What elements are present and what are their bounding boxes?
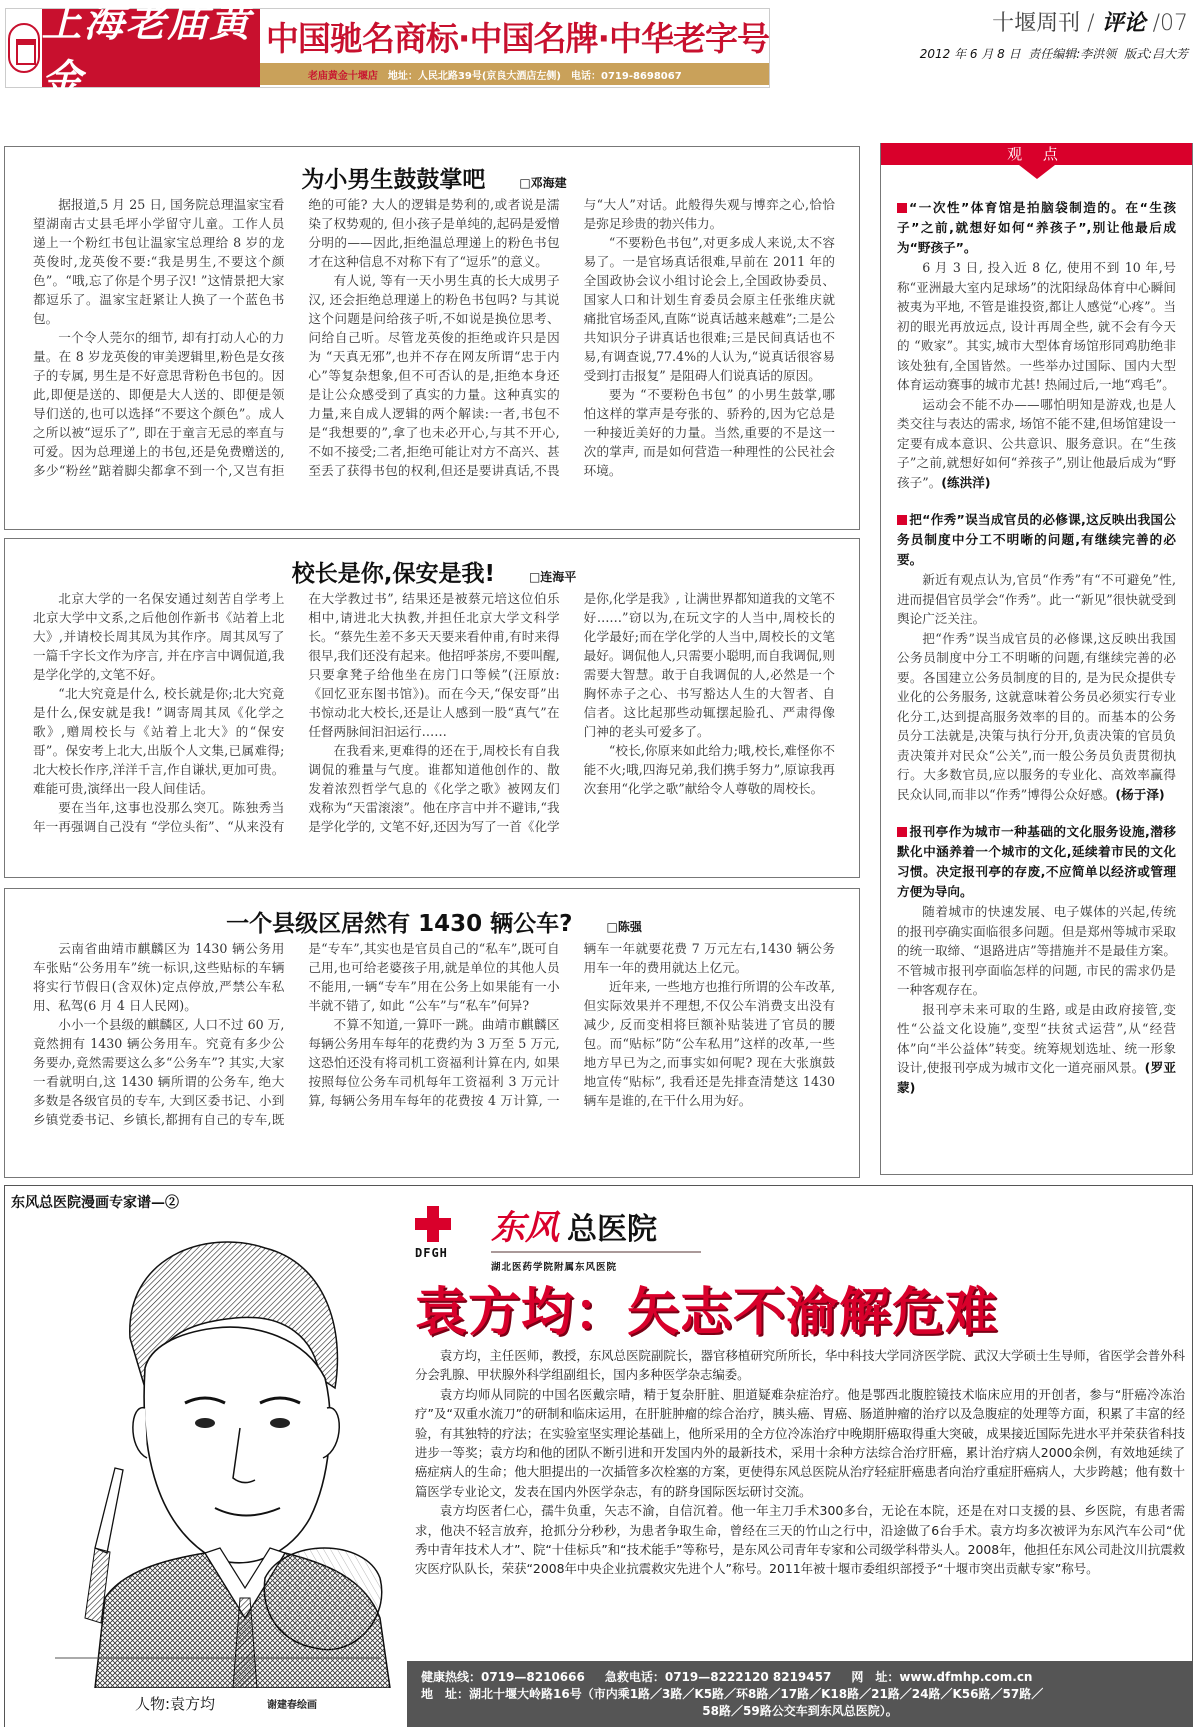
logo-script: 东风: [491, 1208, 559, 1248]
opinion-item: [881, 510, 1192, 804]
emergency-phone: 急救电话：0719—8222120 8219457: [604, 1670, 832, 1684]
sidebar-title: 观 点: [1007, 145, 1066, 163]
hospital-logo: [415, 1200, 701, 1273]
article-author: □ 邓海建: [519, 174, 566, 191]
sidebar-header: [881, 143, 1192, 165]
opinion-sidebar: [880, 143, 1193, 1175]
ad-slogan: 中国驰名商标·中国名牌·中华老字号: [265, 18, 769, 58]
ad-store: 老庙黄金十堰店: [307, 70, 378, 82]
masthead: [920, 6, 1188, 62]
paragraph: “校长,你原来如此给力;哦,校长,难怪你不能不火;哦,四海兄弟,我们携手努力”,原谅我再次套用“化学之歌”献给令人尊敬的周校长。: [583, 743, 835, 796]
issue-date: 2012 年 6 月 8 日: [919, 47, 1021, 61]
address-line-2: 58路／59路公交车到东风总医院）。: [702, 1704, 898, 1718]
series-title: 东风总医院漫画专家谱—②: [11, 1195, 179, 1211]
portrait-caption: 人物:袁方均: [135, 1695, 216, 1713]
website: 网 址：www.dfmhp.com.cn: [851, 1670, 1033, 1684]
article-applause: [4, 146, 860, 530]
page-number: 07: [1160, 11, 1188, 36]
paragraph: 近年来, 一些地方也推行所谓的公车改革,但实际效果并不理想,不仅公车消费支出没有减少, 反而变相将巨额补贴装进了官员的腰包。而“贴标”防“公车私用”这样的改革,一些地方早已为之,而事实如何呢? 现在大张旗鼓地宣传“贴标”, 我看还是先排查清楚这 1430 辆车是谁的,在干什么用为好。: [583, 979, 835, 1108]
artist-credit: 谢建春绘画: [267, 1700, 317, 1711]
red-square-icon: [897, 515, 907, 525]
paragraph: [897, 1000, 1176, 1098]
red-square-icon: [897, 203, 907, 213]
opinion-lead: [897, 198, 1176, 258]
masthead-title: 十堰周刊 / 评论 /07: [992, 11, 1188, 36]
paragraph: 不算不知道,一算吓一跳。曲靖市麒麟区每辆公务用车每年的花费约为 3 万至 5 万元, 这恐怕还没有将司机工资福利计算在内, 如果按照每位公务车司机每年工资福利 3 万元计算, 每辆公务用车每年的花费按 4 万计算, 一辆车一年就要花费 7 万元左右,1430 辆公务用车一年的费用就达上亿元。: [308, 941, 835, 1108]
signature: (杨于泽): [1115, 786, 1165, 802]
section-name: 评论: [1101, 11, 1146, 36]
paragraph: 云南省曲靖市麒麟区为 1430 辆公务用车张贴“公务用车”统一标识,这些贴标的车辆将实行节假日(含双休)定点停放,严禁公车私用、私驾(6 月 4 日人民网)。: [33, 941, 285, 1013]
opinion-lead-text: 把“作秀”误当成官员的必修课,这反映出我国公务员制度中分工不明晰的问题,有继续完善的必要。: [897, 512, 1176, 567]
masthead-meta: [920, 45, 1188, 62]
paragraph: 袁方均师从同院的中国名医戴宗晴，精于复杂肝脏、胆道疑难杂症治疗。他是鄂西北腹腔镜技术临床应用的开创者，参与“肝癌冷冻治疗”及“双重水流刀”的研制和临床运用，在肝脏肿瘤的综合治疗，胰头癌、胃癌、肠道肿瘤的治疗以及急腹症的处理等方面，积累了丰富的经验，有其独特的疗法；在实验室坚实理论基础上，他所采用的全方位冷冻治疗中晚期肝癌取得重大突破，成果接近国际先进水平并荣获省科技进步一等奖；袁方均和他的团队不断引进和开发国内外的最新技术，采用十余种方法综合治疗肝癌，累计治疗病人2000余例，有效地延续了癌症病人的生命；他大胆提出的一次插管多次栓塞的方案，更使得东风总医院从治疗轻症肝癌患者向治疗重症肝癌病人，大步跨越；他有数十篇医学专业论文，发表在国内外医学杂志，有的跻身国际医坛研讨交流。: [415, 1386, 1185, 1499]
down-arrow-icon: [1019, 165, 1055, 179]
ad-brand-name: 上海老庙黄金: [42, 9, 260, 87]
paragraph: 随着城市的快速发展、电子媒体的兴起,传统的报刊亭确实面临很多问题。但是郑州等城市采取的统一取缔、“退路进店”等措施并不是最佳方案。不管城市报刊亭面临怎样的问题, 市民的需求仍是一种客观存在。: [897, 904, 1176, 997]
paragraph: 据报道,5 月 25 日, 国务院总理温家宝看望湖南古丈县毛坪小学留守儿童。工作人员递上一个粉红书包让温家宝总理给 8 岁的龙英俊时,龙英俊不要:“我是男生,不要这个颜色”。“哦,忘了你是个男子汉! ”这情景把大家都逗乐了。温家宝赶紧让人换了一个蓝色书包。: [33, 197, 285, 326]
opinion-lead-text: 报刊亭作为城市一种基础的文化服务设施,潜移默化中涵养着一个城市的文化,延续着市民的文化习惯。决定报刊亭的存废,不应简单以经济或管理方便为导向。: [897, 824, 1176, 899]
article-title: 校长是你,保安是我!: [291, 561, 495, 587]
paragraph-text: 运动会不能不办——哪怕明知是游戏,也是人类交往与表达的需求, 场馆不能不建,但场馆建设一定要有成本意识、公共意识、服务意识。在“生孩子”之前,就想好如何“养孩子”,别让他最后成为“野孩子”。: [897, 396, 1176, 490]
paragraph: 袁方均医者仁心，孺牛负重，矢志不渝，自信沉着。他一年主刀手术300多台，无论在本院，还是在对口支援的县、乡医院，有患者需求，他决不轻言放弃，抢抓分分秒秒，为患者争取生命，曾经在三天的竹山之行中，沿途做了6台手术。袁方均多次被评为东风汽车公司“优秀中青年技术人才”、院“十佳标兵”和“技术能手”等称号，是东风公司青年专家和公司级学科带头人。2008年，他担任东风公司赴汶川抗震救灾医疗队队长，荣获“2008年中央企业抗震救灾先进个人”称号。2011年被十堰市委组织部授予“十堰市突出贡献专家”称号。: [415, 1503, 1185, 1577]
paragraph: [897, 395, 1176, 493]
paragraph: “不要粉色书包”,对更多成人来说,太不容易了。一是官场真话很难,早前在 2011 年的全国政协会议小组讨论会上,全国政协委员、国家人口和计划生育委员会原主任张维庆就痛批官场歪风,直陈“说真话越来越难”;二是公共知识分子讲真话也很难;三是民间真话也不易,有调查说,77.4%的人认为,“说真话很容易受到打击报复” 是阻碍人们说真话的原因。: [583, 235, 835, 383]
gold-store-ad-banner: [5, 0, 770, 103]
logo-divider: [491, 1251, 701, 1253]
ad-phone: 电话：0719-8698067: [570, 70, 682, 82]
paragraph: 要在当年,这事也没那么突兀。陈独秀当年一再强调自己没有 “学位头衔”、“从来没有在大学教过书”, 结果还是被蔡元培这位伯乐相中,请进北大执教,并担任北京大学文科学长。“蔡先生差不多天天要来看仲甫,有时来得很早,我们还没有起来。他招呼茶房,不要叫醒,只要拿凳子给他坐在房门口等候”(汪原放:《回忆亚东图书馆》)。而在今天,“保安哥”出书惊动北大校长,还是让人感到一股“真气”在任督两脉间汩汩运行……: [33, 591, 560, 834]
article-title: 为小男生鼓鼓掌吧: [301, 167, 486, 193]
article-principal: [4, 538, 860, 878]
article-title: 一个县级区居然有 1430 辆公车?: [226, 911, 573, 937]
article-body: [33, 939, 835, 1129]
opinion-lead-text: “一次性”体育馆是拍脑袋制造的。在“生孩子”之前,就想好如何“养孩子”,别让他最后成为“野孩子”。: [897, 200, 1176, 255]
ad-address: 地址：人民北路39号(京良大酒店左侧): [387, 70, 561, 82]
signature: (罗亚蒙): [897, 1060, 1176, 1095]
ad-body: [415, 1346, 1185, 1579]
caricature-drawing: [35, 1218, 395, 1688]
layout-editor: 版式:吕大芳: [1123, 47, 1188, 61]
signature: (练洪洋): [941, 474, 991, 490]
contact-footer: [407, 1661, 1193, 1727]
paragraph: 袁方均，主任医师，教授，东风总医院副院长，器官移植研究所所长，华中科技大学同济医学院、武汉大学硕士生导师，省医学会普外科分会乳腺、甲状腺外科学组副组长，国内多种医学杂志编委。: [415, 1348, 1185, 1383]
paragraph: [897, 629, 1176, 805]
red-cross-icon: [415, 1206, 451, 1242]
paragraph: 小小一个县级的麒麟区, 人口不过 60 万,竟然拥有 1430 辆公务用车。究竟有多少公务要办,竟然需要这么多“公务车”? 其实,大家一看就明白,这 1430 辆所谓的公务车, 绝大多数是各级官员的专车, 大到区委书记、小到乡镇党委书记、乡镇长,都拥有自己的专车,既是“专车”,其实也是官员自己的“私车”,既可自己用,也可给老婆孩子用,就是单位的其他人员不能用,一辆“专车”用在公务上如果能有一小半就不错了, 如此 “公车”与“私车”何异?: [33, 941, 560, 1127]
paragraph: 一个令人莞尔的细节, 却有打动人心的力量。在 8 岁龙英俊的审美逻辑里,粉色是女孩子的专属, 男生是不好意思背粉色书包的。因此,即便是送的、即便是大人送的、即便是领导们送的,也可以选择“不要这个颜色”。成人之所以被“逗乐了”, 即在于童言无忌的率直与可爱。因为总理递上的书包,还是免费赠送的,多少“粉丝”踮着脚尖都拿不到一个,又岂有拒绝的可能? 大人的逻辑是势利的,或者说是濡染了权势观的, 但小孩子是单纯的,起码是爱憎分明的——因此,拒绝温总理递上的粉色书包才在这种信息不对称下有了“逗乐”的意义。: [33, 197, 560, 478]
paragraph-text: 把“作秀”误当成官员的必修课,这反映出我国公务员制度中分工不明晰的问题,有继续完善的必要。各国建立公务员制度的目的, 是为民众提供专业化的公务服务, 这就意味着公务员必须实行专业化分工,达到提高服务效率的目的。而基本的公务员分工法就是,决策与执行分开,负责决策的官员负责决策并对民众“公关”,而一般公务员负责贯彻执行。大多数官员,应以服务的专业化、高效率赢得民众认同,而非以“作秀”博得公众好感。: [897, 630, 1176, 802]
logo-subtitle: 湖北医药学院附属东风医院: [491, 1262, 618, 1273]
paragraph: 在我看来,更难得的还在于,周校长有自我调侃的雅量与气度。谁都知道他创作的、散发着浓烈哲学气息的《化学之歌》被网友们戏称为“天雷滚滚”。他在序言中并不避讳,“我是学化学的, 文笔不好,还因为写了一首《化学是你,化学是我》, 让满世界都知道我的文笔不好……”窃以为,在玩文字的人当中,周校长的化学最好;而在学化学的人当中,周校长的文笔最好。调侃他人,只需要小聪明,而自我调侃,则需要大智慧。敢于自我调侃的人,必然是一个胸怀赤子之心、书写豁达人生的大智者、自信者。这比起那些动辄摆起脸孔、严肃得像门神的老头可爱多了。: [308, 591, 835, 834]
opinion-lead: [897, 510, 1176, 570]
paragraph: 北京大学的一名保安通过刻苦自学考上北京大学中文系,之后他创作新书《站着上北大》,并请校长周其凤为其作序。周其凤写了一篇千字长文作为序言, 并在序言中调侃道,我是学化学的,文笔不好。: [33, 591, 285, 682]
article-author: □ 连海平: [529, 568, 576, 585]
opinion-lead: [897, 822, 1176, 902]
paper-name: 十堰周刊: [992, 11, 1081, 36]
doctor-caricature: [35, 1218, 395, 1688]
logo-name: 总医院: [567, 1212, 657, 1247]
health-hotline: 健康热线：0719—8210666: [421, 1670, 585, 1684]
red-square-icon: [897, 827, 907, 837]
article-body: [33, 195, 835, 480]
article-official-cars: [4, 888, 860, 1178]
opinion-item: [881, 822, 1192, 1097]
opinion-item: [881, 165, 1192, 492]
paragraph: 6 月 3 日, 投入近 8 亿, 使用不到 10 年,号称“亚洲最大室内足球场”的沈阳绿岛体育中心瞬间被夷为平地, 不管是谁投资,都让人感觉“心疼”。当初的眼光再放远点, 设计再周全些, 就不会有今天的 “败家”。其实,城市大型体育场馆形同鸡肋绝非该处独有,全国皆然。一些举办过国际、国内大型体育运动赛事的城市尤甚! 热闹过后,一地“鸡毛”。: [897, 260, 1176, 392]
editor: 责任编辑:李洪领: [1028, 47, 1117, 61]
paragraph-text: 报刊亭未来可取的生路, 或是由政府接管,变性“公益文化设施”,变型“扶贫式运营”,从“经营体”向“半公益体”转变。统筹规划选址、统一形象设计,使报刊亭成为城市文化一道亮丽风景。: [897, 1001, 1176, 1075]
paragraph: “北大究竟是什么, 校长就是你;北大究竟是什么,保安就是我! ”调寄周其凤《化学之歌》,赠周校长与《站着上北大》的“保安哥”。保安考上北大,出版个人文集,已属难得;北大校长作序,洋洋千言,作自谦状,更加可贵。难能可贵,演绎出一段人间佳话。: [33, 686, 285, 796]
temple-seal-logo: [6, 9, 42, 87]
logo-abbreviation: DFGH: [415, 1246, 448, 1260]
hospital-ad: [4, 1185, 1193, 1727]
article-author: □ 陈强: [607, 918, 642, 935]
ad-headline: 袁方均：矢志不渝解危难: [415, 1283, 999, 1343]
paragraph: 有人说, 等有一天小男生真的长大成男子汉, 还会拒绝总理递上的粉色书包吗? 与其说这个问题是问给孩子听,不如说是换位思考、问给自己听。尽管龙英俊的拒绝或许只是因为 “天真无邪”,也并不存在网友所谓“忠于内心”等复杂想象,但不可否认的是,拒绝本身还是让公众感受到了真实的力量。这种真实的力量,来自成人逻辑的两个解读:一者,书包不是“我想要的”,拿了也未必开心,与其不开心,不如不接受;二者,拒绝可能让对方不高兴、甚至丢了获得书包的权利,但还是要讲真话,不畏与“大人”对话。此般得失观与博弈之心,恰恰是弥足珍贵的勃兴伟力。: [308, 197, 835, 478]
address-line-1: 地 址：湖北十堰大岭路16号（市内乘1路／3路／K5路／环8路／17路／K18路／21路／24路／K56路／57路／: [421, 1687, 1044, 1701]
ad-contact-strip: [260, 63, 769, 85]
seal-icon: [8, 23, 40, 73]
paragraph: 新近有观点认为,官员“作秀”有“不可避免”性,进而提倡官员学会“作秀”。此一“新见”很快就受到舆论广泛关注。: [897, 572, 1176, 626]
article-body: [33, 589, 835, 836]
paragraph: 要为 “不要粉色书包” 的小男生鼓掌,哪怕这样的掌声是夸张的、骄矜的,因为它总是一种接近美好的力量。当然,重要的不是这一次的掌声, 而是如何营造一种理性的公民社会环境。: [583, 387, 835, 478]
